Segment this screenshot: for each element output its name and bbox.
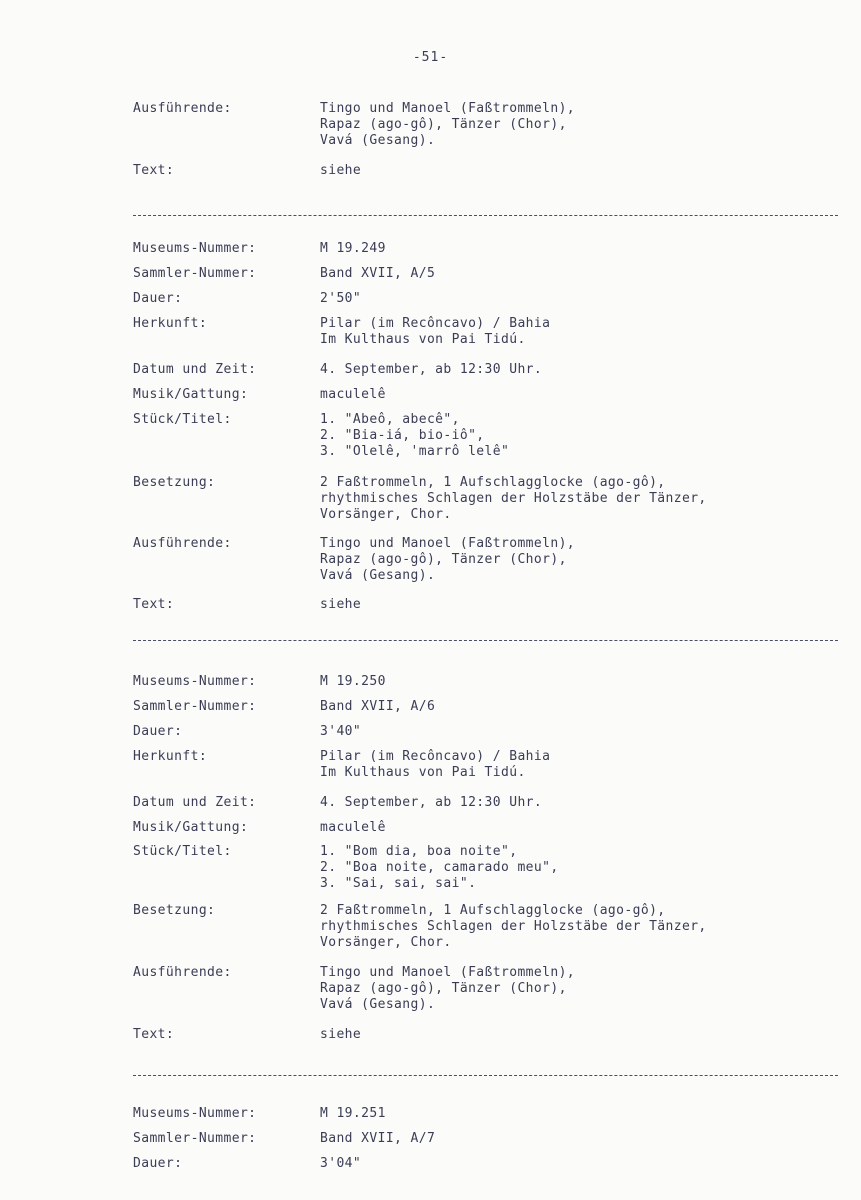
field-label: Text: (133, 163, 175, 178)
field-value: Band XVII, A/6 (320, 699, 436, 714)
field-label: Stück/Titel: (133, 844, 232, 859)
field-value: 4. September, ab 12:30 Uhr. (320, 795, 543, 810)
field-label: Museums-Nummer: (133, 241, 257, 256)
page-number: -51- (412, 50, 449, 65)
field-value: siehe (320, 597, 362, 612)
field-value: Tingo und Manoel (Faßtrommeln), Rapaz (ago-gô), Tänzer (Chor), Vavá (Gesang). (320, 101, 576, 148)
field-value: 2 Faßtrommeln, 1 Aufschlagglocke (ago-gô), rhythmisches Schlagen der Holzstäbe der Tänzer, Vorsänger, Chor. (320, 903, 707, 950)
separator-line (133, 215, 838, 216)
field-value: M 19.249 (320, 241, 386, 256)
field-value: Pilar (im Recôncavo) / Bahia Im Kulthaus von Pai Tidú. (320, 316, 551, 347)
field-label: Dauer: (133, 1156, 183, 1171)
field-value: 2'50" (320, 291, 362, 306)
field-label: Ausführende: (133, 965, 232, 980)
field-value: 1. "Bom dia, boa noite", 2. "Boa noite, camarado meu", 3. "Sai, sai, sai". (320, 844, 559, 891)
field-label: Dauer: (133, 724, 183, 739)
field-value: M 19.251 (320, 1106, 386, 1121)
field-label: Datum und Zeit: (133, 795, 257, 810)
field-value: Band XVII, A/7 (320, 1131, 436, 1146)
field-label: Musik/Gattung: (133, 387, 249, 402)
field-label: Museums-Nummer: (133, 674, 257, 689)
field-value: 3'04" (320, 1156, 362, 1171)
field-value: 4. September, ab 12:30 Uhr. (320, 362, 543, 377)
field-value: Pilar (im Recôncavo) / Bahia Im Kulthaus von Pai Tidú. (320, 749, 551, 780)
field-label: Stück/Titel: (133, 412, 232, 427)
field-value: 1. "Abeô, abecê", 2. "Bia-iá, bio-iô", 3. "Olelê, 'marrô lelê" (320, 412, 510, 459)
field-value: Band XVII, A/5 (320, 266, 436, 281)
field-label: Dauer: (133, 291, 183, 306)
field-label: Sammler-Nummer: (133, 1131, 257, 1146)
field-label: Datum und Zeit: (133, 362, 257, 377)
field-label: Besetzung: (133, 903, 216, 918)
field-label: Musik/Gattung: (133, 820, 249, 835)
field-label: Herkunft: (133, 749, 208, 764)
field-value: Tingo und Manoel (Faßtrommeln), Rapaz (ago-gô), Tänzer (Chor), Vavá (Gesang). (320, 536, 576, 583)
field-value: siehe (320, 163, 362, 178)
field-value: M 19.250 (320, 674, 386, 689)
field-value: siehe (320, 1027, 362, 1042)
field-label: Text: (133, 597, 175, 612)
field-value: 3'40" (320, 724, 362, 739)
field-value: maculelê (320, 387, 386, 402)
field-label: Herkunft: (133, 316, 208, 331)
separator-line (133, 1075, 838, 1076)
field-label: Besetzung: (133, 475, 216, 490)
field-label: Sammler-Nummer: (133, 266, 257, 281)
separator-line (133, 640, 838, 641)
field-label: Museums-Nummer: (133, 1106, 257, 1121)
field-label: Ausführende: (133, 536, 232, 551)
field-value: Tingo und Manoel (Faßtrommeln), Rapaz (ago-gô), Tänzer (Chor), Vavá (Gesang). (320, 965, 576, 1012)
field-label: Text: (133, 1027, 175, 1042)
field-value: 2 Faßtrommeln, 1 Aufschlagglocke (ago-gô), rhythmisches Schlagen der Holzstäbe der Tänzer, Vorsänger, Chor. (320, 475, 707, 522)
field-label: Ausführende: (133, 101, 232, 116)
field-value: maculelê (320, 820, 386, 835)
field-label: Sammler-Nummer: (133, 699, 257, 714)
